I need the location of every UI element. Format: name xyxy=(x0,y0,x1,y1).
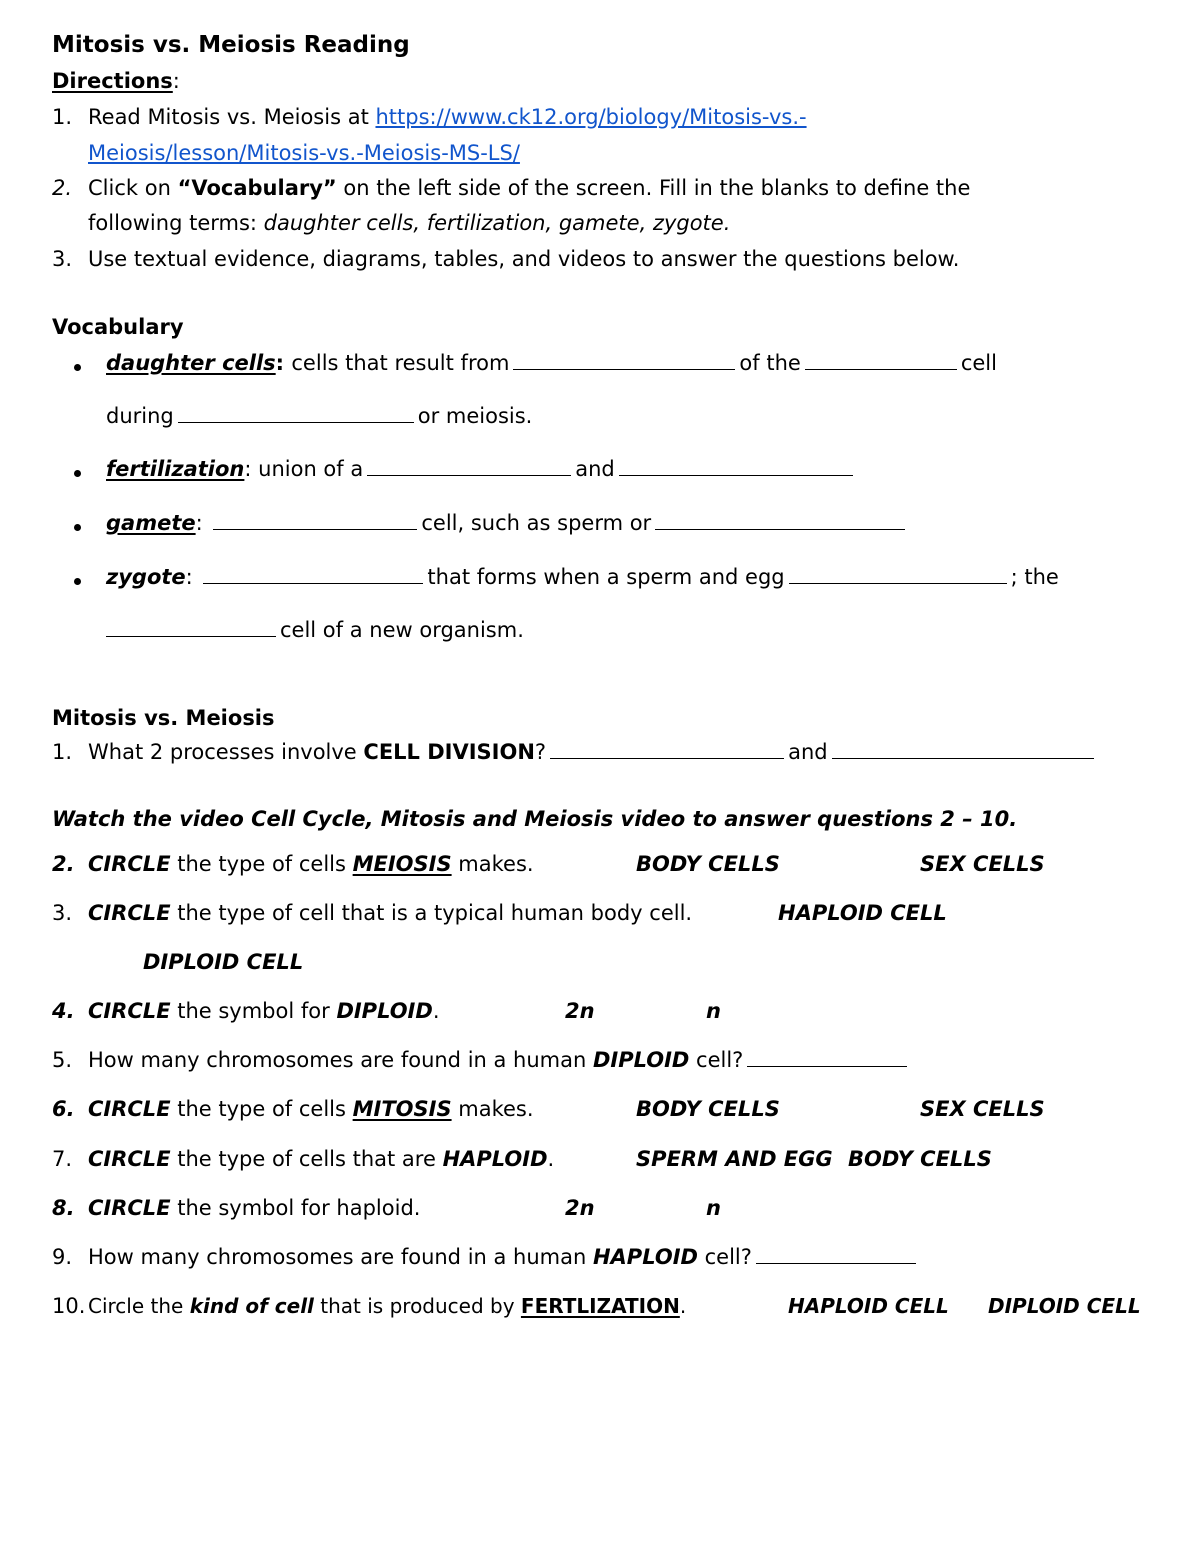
direction-2-text: Click on xyxy=(88,176,178,200)
q5-text: How many chromosomes are found in a human xyxy=(88,1048,593,1072)
circle-keyword: CIRCLE xyxy=(88,901,171,925)
q10-option-diploid-cell[interactable]: DIPLOID CELL xyxy=(988,1294,1141,1318)
question-9-number: 9. xyxy=(52,1245,73,1269)
q6-option-body-cells[interactable]: BODY CELLS xyxy=(636,1097,780,1121)
q2-option-body-cells[interactable]: BODY CELLS xyxy=(636,852,780,876)
vocab-zygote-line-2 xyxy=(106,618,524,642)
directions-label: Directions xyxy=(52,69,173,93)
q3-option-diploid-cell[interactable]: DIPLOID CELL xyxy=(143,950,304,974)
daughter-text-3: cell xyxy=(960,351,997,375)
question-10-number: 10. xyxy=(52,1294,86,1318)
question-1 xyxy=(88,740,1098,764)
bullet-icon xyxy=(74,578,81,585)
direction-1-number: 1. xyxy=(52,105,73,129)
q10-text-3: . xyxy=(679,1294,687,1318)
bullet-icon xyxy=(74,364,81,371)
q8-text: the symbol for haploid. xyxy=(170,1196,421,1220)
daughter-text-5: or meiosis. xyxy=(417,404,533,428)
blank-field[interactable] xyxy=(805,353,957,370)
circle-keyword: CIRCLE xyxy=(88,1097,171,1121)
directions-heading: Directions: xyxy=(52,69,180,93)
q4-option-n[interactable]: n xyxy=(706,999,721,1023)
blank-field[interactable] xyxy=(550,742,784,759)
vocab-daughter-cells: daughter cells: cells that result from of the cell xyxy=(106,351,997,375)
direction-1 xyxy=(88,105,807,129)
q1-cell-division: CELL DIVISION xyxy=(363,740,535,764)
daughter-text-2: of the xyxy=(739,351,801,375)
circle-keyword: CIRCLE xyxy=(88,999,171,1023)
q6-text: the type of cells xyxy=(170,1097,353,1121)
q5-diploid: DIPLOID xyxy=(592,1048,690,1072)
ck12-link-part-2[interactable]: Meiosis/lesson/Mitosis-vs.-Meiosis-MS-LS/ xyxy=(88,141,520,165)
q3-option-haploid-cell[interactable]: HAPLOID CELL xyxy=(778,901,947,925)
q2-meiosis: MEIOSIS xyxy=(352,852,452,876)
gamete-text-1: cell, such as sperm or xyxy=(421,511,652,535)
daughter-text-4: during xyxy=(106,404,174,428)
q1-mark: ? xyxy=(534,740,547,764)
q8-option-n[interactable]: n xyxy=(706,1196,721,1220)
question-3 xyxy=(88,901,692,925)
q7-option-sperm-and-egg[interactable]: SPERM AND EGG xyxy=(636,1147,833,1171)
q10-fertilization: FERTLIZATION xyxy=(520,1294,680,1318)
q10-text-2: that is produced by xyxy=(313,1294,521,1318)
q1-and: and xyxy=(788,740,828,764)
zygote-text-2: ; the xyxy=(1010,565,1059,589)
q3-text: the type of cell that is a typical human body cell. xyxy=(170,901,693,925)
question-4 xyxy=(88,999,440,1023)
q4-text: the symbol for xyxy=(170,999,337,1023)
question-5 xyxy=(88,1048,911,1072)
ck12-link-part-1[interactable]: https://www.ck12.org/biology/Mitosis-vs.- xyxy=(375,105,807,129)
term-zygote: zygote xyxy=(106,565,186,589)
question-7 xyxy=(88,1147,554,1171)
blank-field[interactable] xyxy=(789,567,1007,584)
q1-text: What 2 processes involve xyxy=(88,740,364,764)
q4-diploid: DIPLOID xyxy=(336,999,433,1023)
direction-2-number: 2. xyxy=(52,176,73,200)
q8-option-2n[interactable]: 2n xyxy=(565,1196,595,1220)
question-10 xyxy=(88,1294,686,1318)
vocab-zygote: zygote: that forms when a sperm and egg ; the xyxy=(106,565,1059,589)
term-gamete: gamete xyxy=(106,511,196,535)
q7-text: the type of cells that are xyxy=(170,1147,443,1171)
q4-option-2n[interactable]: 2n xyxy=(565,999,595,1023)
vocabulary-heading: Vocabulary xyxy=(52,315,184,339)
fert-text-1: : union of a xyxy=(244,457,364,481)
circle-keyword: CIRCLE xyxy=(88,1196,171,1220)
direction-3-number: 3. xyxy=(52,247,73,271)
q9-text: How many chromosomes are found in a human xyxy=(88,1245,593,1269)
video-instruction: Watch the video Cell Cycle, Mitosis and Meiosis video to answer questions 2 – 10. xyxy=(52,807,1018,831)
page-title: Mitosis vs. Meiosis Reading xyxy=(52,32,410,58)
question-9 xyxy=(88,1245,920,1269)
question-2 xyxy=(88,852,534,876)
q2-option-sex-cells[interactable]: SEX CELLS xyxy=(920,852,1045,876)
blank-field[interactable] xyxy=(832,742,1094,759)
q9-text-2: cell? xyxy=(697,1245,752,1269)
question-2-number: 2. xyxy=(52,852,75,876)
q9-haploid: HAPLOID xyxy=(592,1245,698,1269)
blank-field[interactable] xyxy=(655,513,905,530)
blank-field[interactable] xyxy=(213,513,417,530)
direction-2-text-rest: on the left side of the screen. Fill in the blanks to define the xyxy=(336,176,971,200)
question-6-number: 6. xyxy=(52,1097,75,1121)
q10-text: Circle the xyxy=(88,1294,190,1318)
blank-field[interactable] xyxy=(367,459,571,476)
question-1-number: 1. xyxy=(52,740,73,764)
vocab-gamete: gamete: cell, such as sperm or xyxy=(106,511,909,535)
q10-option-haploid-cell[interactable]: HAPLOID CELL xyxy=(788,1294,949,1318)
direction-1-line-2 xyxy=(88,141,520,165)
q6-option-sex-cells[interactable]: SEX CELLS xyxy=(920,1097,1045,1121)
direction-2-terms: daughter cells, fertilization, gamete, zygote. xyxy=(263,211,731,235)
q7-text-2: . xyxy=(547,1147,555,1171)
question-5-number: 5. xyxy=(52,1048,73,1072)
mitosis-meiosis-heading: Mitosis vs. Meiosis xyxy=(52,706,275,730)
blank-field[interactable] xyxy=(513,353,735,370)
question-3-number: 3. xyxy=(52,901,73,925)
q7-haploid: HAPLOID xyxy=(442,1147,548,1171)
circle-keyword: CIRCLE xyxy=(88,1147,171,1171)
bullet-icon xyxy=(74,524,81,531)
vocab-daughter-cells-line-2 xyxy=(106,404,532,428)
fert-text-2: and xyxy=(575,457,615,481)
q6-mitosis: MITOSIS xyxy=(352,1097,452,1121)
q5-text-2: cell? xyxy=(689,1048,744,1072)
question-7-number: 7. xyxy=(52,1147,73,1171)
blank-field[interactable] xyxy=(619,459,853,476)
vocabulary-emphasis: “Vocabulary” xyxy=(177,176,337,200)
zygote-text-3: cell of a new organism. xyxy=(280,618,524,642)
blank-field[interactable] xyxy=(178,406,414,423)
direction-2 xyxy=(88,176,970,200)
question-6 xyxy=(88,1097,534,1121)
q7-option-body-cells[interactable]: BODY CELLS xyxy=(848,1147,992,1171)
bullet-icon xyxy=(74,470,81,477)
direction-3-text: Use textual evidence, diagrams, tables, and videos to answer the questions below. xyxy=(88,247,960,271)
direction-1-text: Read Mitosis vs. Meiosis at xyxy=(88,105,376,129)
term-fertilization: fertilization xyxy=(106,457,245,481)
term-daughter-cells: daughter cells xyxy=(106,351,276,375)
question-4-number: 4. xyxy=(52,999,75,1023)
q2-text: the type of cells xyxy=(170,852,353,876)
circle-keyword: CIRCLE xyxy=(88,852,171,876)
blank-field[interactable] xyxy=(106,620,276,637)
question-8 xyxy=(88,1196,420,1220)
q6-text-2: makes. xyxy=(451,1097,534,1121)
zygote-text-1: that forms when a sperm and egg xyxy=(427,565,785,589)
vocab-fertilization xyxy=(106,457,857,481)
daughter-text-1: cells that result from xyxy=(291,351,510,375)
direction-2-terms-label: following terms: xyxy=(88,211,264,235)
question-8-number: 8. xyxy=(52,1196,75,1220)
q4-text-2: . xyxy=(432,999,440,1023)
q10-kind-of-cell: kind of cell xyxy=(189,1294,314,1318)
blank-field[interactable] xyxy=(203,567,423,584)
q2-text-2: makes. xyxy=(451,852,534,876)
blank-field[interactable] xyxy=(756,1247,916,1264)
direction-2-line-2 xyxy=(88,211,730,235)
blank-field[interactable] xyxy=(747,1050,907,1067)
